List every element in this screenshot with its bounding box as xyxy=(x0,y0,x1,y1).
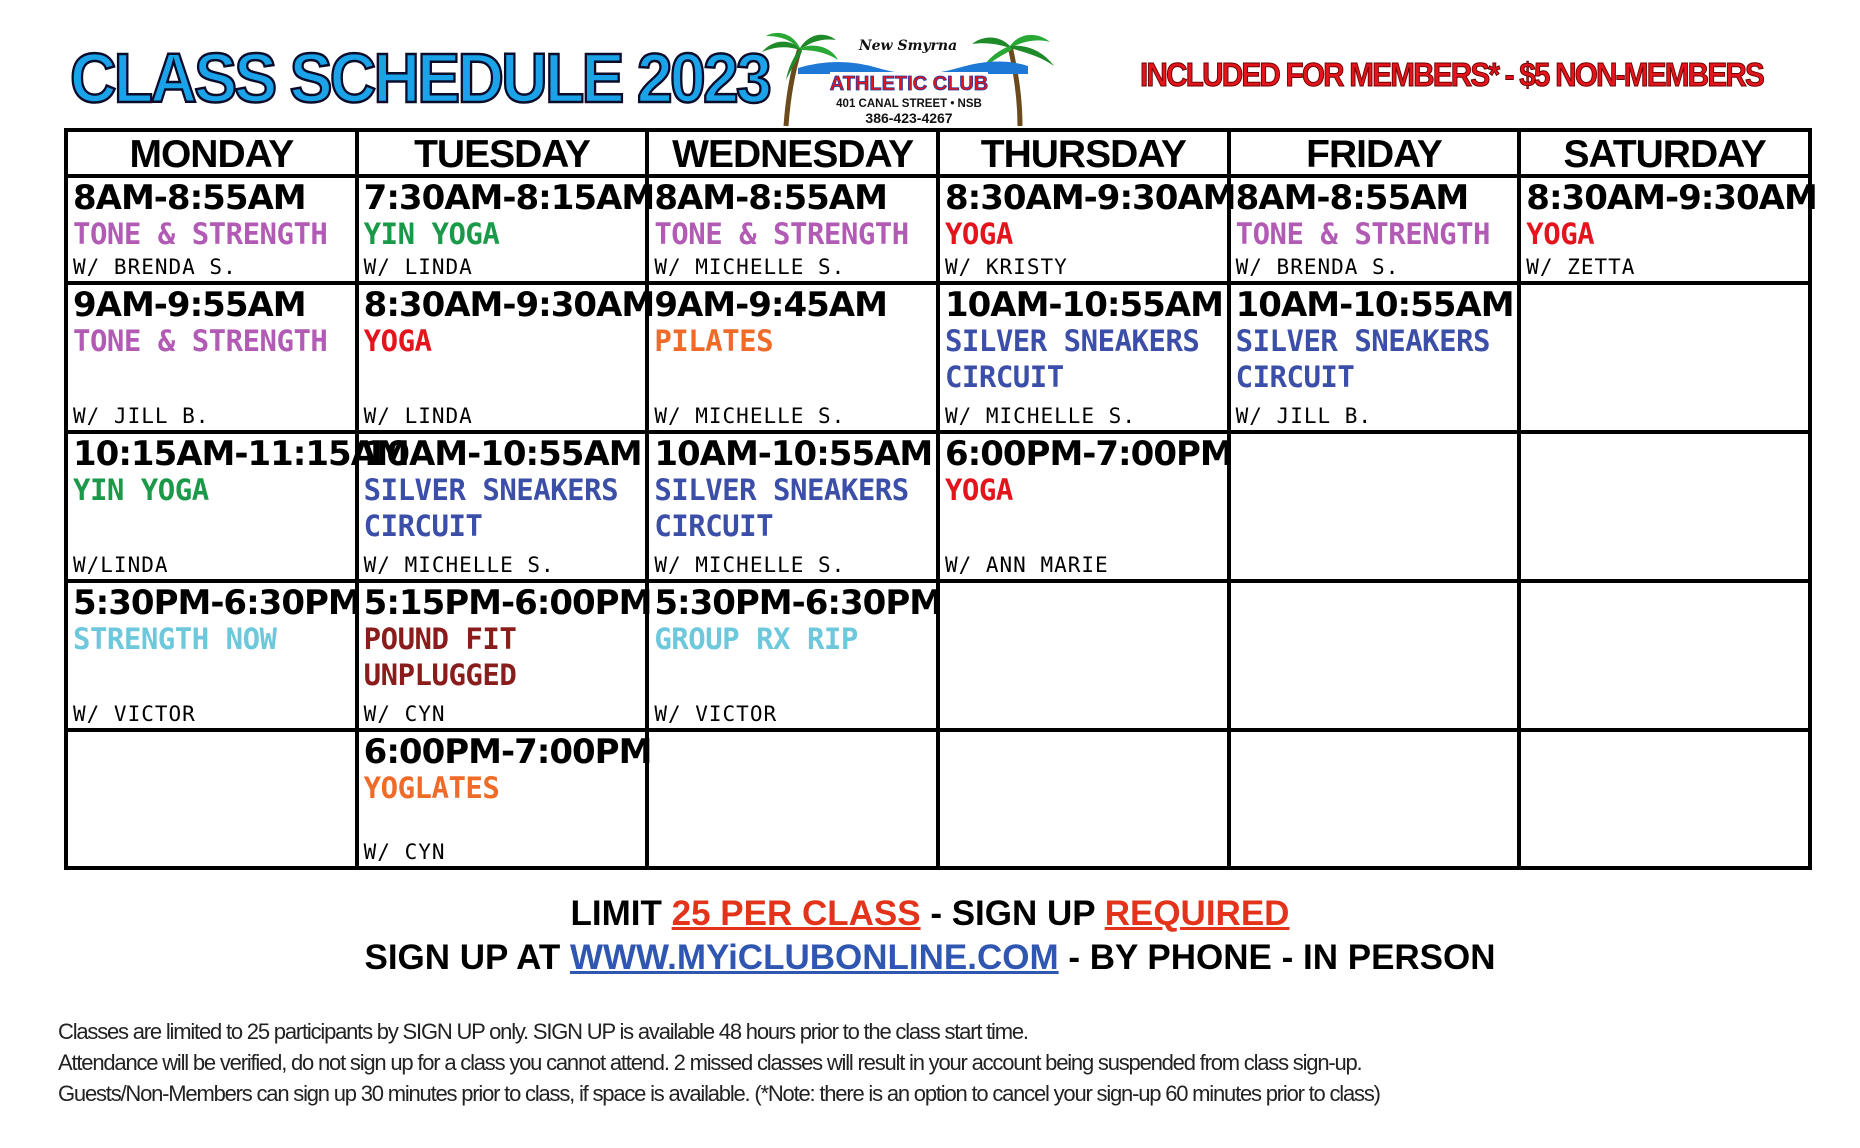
class-name: SILVER SNEAKERS CIRCUIT xyxy=(1235,324,1491,394)
class-slot xyxy=(647,283,938,432)
class-instructor: W/ KRISTY xyxy=(944,255,1068,279)
note-line: Attendance will be verified, do not sign up for a class you cannot attend. 2 missed classes will result in your account being suspended from class sign-up. xyxy=(58,1050,1362,1075)
class-name: YIN YOGA xyxy=(73,473,209,507)
class-instructor: W/ LINDA xyxy=(363,255,473,279)
class-instructor: W/ LINDA xyxy=(363,404,473,428)
schedule-row xyxy=(66,432,1810,581)
schedule-table xyxy=(64,128,1817,870)
class-limit-line xyxy=(0,894,1860,934)
class-name: STRENGTH NOW xyxy=(73,622,277,656)
schedule-row xyxy=(66,283,1810,432)
class-slot xyxy=(938,283,1229,432)
class-name: SILVER SNEAKERS CIRCUIT xyxy=(654,473,909,543)
signup-line xyxy=(0,938,1860,978)
day-header-saturday: SATURDAY xyxy=(1519,130,1810,176)
class-name: GROUP RX RIP xyxy=(654,622,858,656)
signup-prefix: SIGN UP AT xyxy=(364,938,570,977)
empty-slot xyxy=(1229,730,1520,868)
class-name: TONE & STRENGTH xyxy=(1235,217,1491,251)
limit-prefix: LIMIT xyxy=(570,894,672,933)
class-slot xyxy=(357,581,652,730)
class-name: SILVER SNEAKERS CIRCUIT xyxy=(363,473,619,543)
class-time: 5:30PM-6:30PM xyxy=(654,583,943,623)
class-name: PILATES xyxy=(654,324,774,358)
logo-address: 401 CANAL STREET • NSB xyxy=(836,98,982,110)
day-header-monday: MONDAY xyxy=(66,130,357,176)
class-time: 6:00PM-7:00PM xyxy=(363,732,652,772)
empty-slot xyxy=(647,730,938,868)
class-time: 10AM-10:55AM xyxy=(363,434,642,474)
class-instructor: W/ MICHELLE S. xyxy=(654,255,846,279)
note-line: Classes are limited to 25 participants by SIGN UP only. SIGN UP is available 48 hours prior to the class start time. xyxy=(58,1019,1028,1044)
day-header-thursday: THURSDAY xyxy=(938,130,1229,176)
class-slot xyxy=(938,432,1233,581)
empty-slot xyxy=(1519,432,1810,581)
class-instructor: W/ BRENDA S. xyxy=(1235,255,1400,279)
class-time: 8AM-8:55AM xyxy=(654,178,887,218)
class-time: 10:15AM-11:15AM xyxy=(73,434,409,474)
class-name: YOGA xyxy=(1526,217,1595,251)
empty-slot xyxy=(1519,283,1810,432)
pricing-notice: INCLUDED FOR MEMBERS* - $5 NON-MEMBERS xyxy=(1140,56,1763,93)
class-instructor: W/ MICHELLE S. xyxy=(654,553,846,577)
day-header-row xyxy=(66,130,1810,176)
class-time: 6:00PM-7:00PM xyxy=(944,434,1233,474)
class-instructor: W/ VICTOR xyxy=(654,702,778,726)
class-name: POUND FIT UNPLUGGED xyxy=(363,622,517,692)
class-time: 8AM-8:55AM xyxy=(1235,178,1469,218)
class-time: 8AM-8:55AM xyxy=(73,178,306,218)
empty-slot xyxy=(1519,730,1810,868)
class-name: YOGA xyxy=(944,217,1013,251)
day-header-wednesday: WEDNESDAY xyxy=(647,130,938,176)
class-time: 8:30AM-9:30AM xyxy=(363,285,655,325)
class-slot xyxy=(66,176,357,283)
class-time: 10AM-10:55AM xyxy=(654,434,933,474)
class-slot xyxy=(1229,283,1520,432)
notes-block xyxy=(58,1016,1778,1109)
empty-slot xyxy=(1229,432,1520,581)
class-name: YOGLATES xyxy=(363,771,500,805)
class-slot xyxy=(938,176,1236,283)
day-header-friday: FRIDAY xyxy=(1229,130,1520,176)
class-slot xyxy=(66,581,361,730)
limit-middle: - SIGN UP xyxy=(920,894,1105,933)
schedule-row xyxy=(66,581,1810,730)
class-name: YIN YOGA xyxy=(363,217,500,251)
note-line: Guests/Non-Members can sign up 30 minutes prior to class, if space is available. (*Note: there is an option to cancel your sign-up 60 minutes prior to class) xyxy=(58,1081,1380,1106)
class-name: TONE & STRENGTH xyxy=(73,324,328,358)
class-time: 9AM-9:55AM xyxy=(73,285,306,325)
signup-suffix: - BY PHONE - IN PERSON xyxy=(1058,938,1496,977)
signup-required: REQUIRED xyxy=(1104,894,1290,933)
class-slot xyxy=(647,432,938,581)
class-slot xyxy=(357,432,648,581)
class-name: TONE & STRENGTH xyxy=(654,217,909,251)
empty-slot xyxy=(938,730,1229,868)
class-instructor: W/ JILL B. xyxy=(73,404,210,428)
page-title: CLASS SCHEDULE 2023 xyxy=(70,39,770,117)
empty-slot xyxy=(66,730,357,868)
website-link[interactable]: WWW.MYiCLUBONLINE.COM xyxy=(569,938,1059,977)
class-slot xyxy=(647,176,938,283)
class-slot xyxy=(66,432,409,581)
class-instructor: W/ VICTOR xyxy=(73,702,196,726)
class-slot xyxy=(66,283,357,432)
class-instructor: W/ ANN MARIE xyxy=(944,553,1109,577)
class-instructor: W/ JILL B. xyxy=(1235,404,1373,428)
class-time: 8:30AM-9:30AM xyxy=(944,178,1236,218)
logo-name: ATHLETIC CLUB xyxy=(829,73,989,95)
class-name: TONE & STRENGTH xyxy=(73,217,328,251)
logo-top-text: New Smyrna xyxy=(858,38,958,54)
class-slot xyxy=(357,730,652,868)
class-instructor: W/ MICHELLE S. xyxy=(654,404,846,428)
logo-phone: 386-423-4267 xyxy=(865,110,953,126)
class-instructor: W/ CYN xyxy=(363,702,446,726)
empty-slot xyxy=(1519,581,1810,730)
limit-highlight: 25 PER CLASS xyxy=(671,894,921,933)
day-header-tuesday: TUESDAY xyxy=(357,130,648,176)
class-instructor: W/ MICHELLE S. xyxy=(363,553,555,577)
class-instructor: W/ BRENDA S. xyxy=(73,255,237,279)
class-instructor: W/ MICHELLE S. xyxy=(944,404,1136,428)
class-time: 5:15PM-6:00PM xyxy=(363,583,652,623)
class-slot xyxy=(647,581,943,730)
schedule-row xyxy=(66,176,1810,283)
class-instructor: W/ CYN xyxy=(363,840,446,864)
class-slot xyxy=(1229,176,1520,283)
empty-slot xyxy=(1229,581,1520,730)
class-instructor: W/LINDA xyxy=(73,553,169,577)
class-time: 7:30AM-8:15AM xyxy=(363,178,655,218)
class-time: 8:30AM-9:30AM xyxy=(1526,178,1817,218)
class-name: YOGA xyxy=(944,473,1013,507)
club-logo xyxy=(758,28,1058,128)
class-name: SILVER SNEAKERS CIRCUIT xyxy=(944,324,1200,394)
class-name: YOGA xyxy=(363,324,432,358)
class-slot xyxy=(357,283,655,432)
schedule-row xyxy=(66,730,1810,868)
class-slot xyxy=(357,176,655,283)
class-time: 10AM-10:55AM xyxy=(1235,285,1514,325)
empty-slot xyxy=(938,581,1229,730)
class-time: 10AM-10:55AM xyxy=(944,285,1223,325)
class-slot xyxy=(1519,176,1817,283)
class-time: 5:30PM-6:30PM xyxy=(73,583,361,623)
class-instructor: W/ ZETTA xyxy=(1526,255,1636,279)
class-time: 9AM-9:45AM xyxy=(654,285,887,325)
